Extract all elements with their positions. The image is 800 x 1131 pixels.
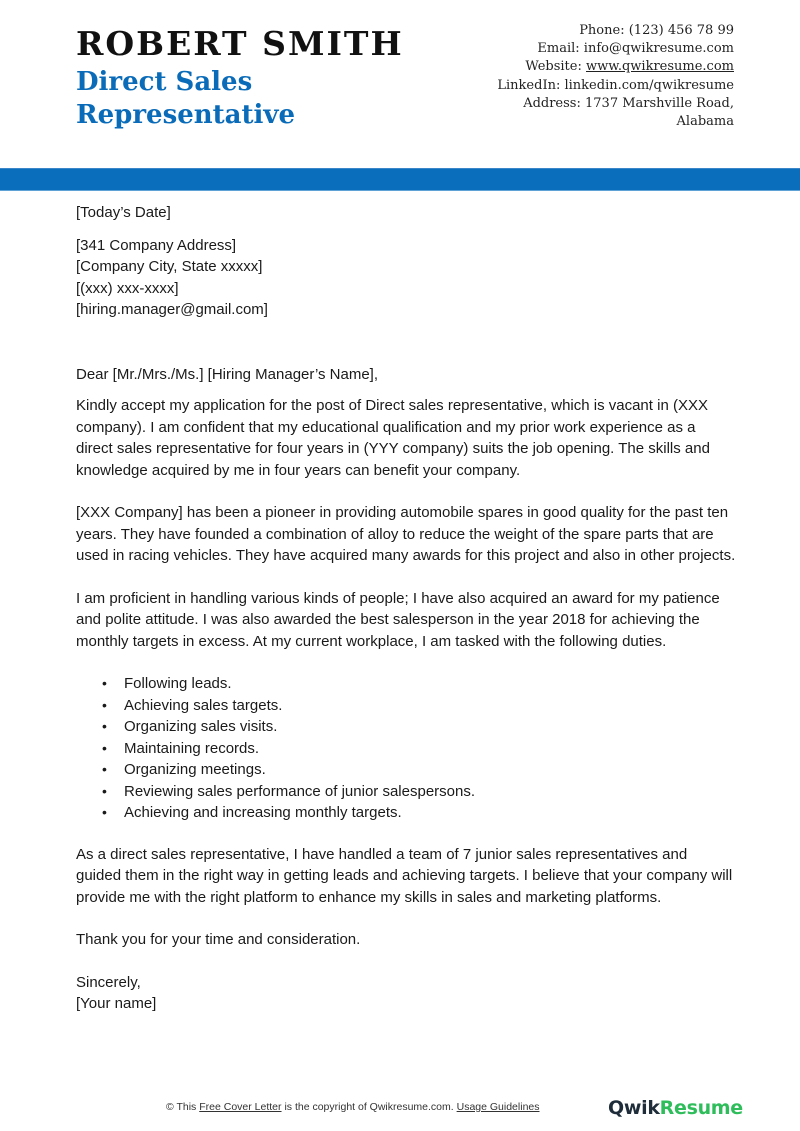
logo-qwik: Qwik <box>608 1097 660 1119</box>
contact-email: Email: info@qwikresume.com <box>537 41 734 57</box>
contact-website: Website: www.qwikresume.com <box>525 59 734 75</box>
header-divider-band <box>0 168 800 191</box>
free-cover-letter-link[interactable]: Free Cover Letter <box>199 1101 282 1113</box>
paragraph-experience: As a direct sales representative, I have handled a team of 7 junior sales representatives and guided them in the right way in getting leads and achieving targets. I believe that your company will provide me with the right platform to enhance my skills in sales and marketing platforms. <box>76 845 733 906</box>
list-item: • Achieving and increasing monthly targets. <box>124 802 736 824</box>
contact-address: Address: 1737 Marshville Road, <box>523 95 734 111</box>
list-item: • Reviewing sales performance of junior salespersons. <box>124 781 736 803</box>
applicant-name: ROBERT SMITH <box>76 24 404 63</box>
logo-resume: Resume <box>659 1097 743 1119</box>
contact-linkedin: LinkedIn: linkedin.com/qwikresume <box>497 77 734 93</box>
linkedin-value: linkedin.com/qwikresume <box>564 77 734 93</box>
phone-value: (123) 456 78 99 <box>628 23 734 38</box>
duties-list <box>76 673 736 824</box>
list-item: • Organizing meetings. <box>124 759 736 781</box>
salutation: Dear [Mr./Mrs./Ms.] [Hiring Manager’s Name], <box>76 365 379 383</box>
signature: [Your name] <box>76 995 157 1012</box>
page-footer <box>0 1097 800 1121</box>
list-item: • Organizing sales visits. <box>124 716 736 738</box>
recipient-phone: [(xxx) xxx-xxxx] <box>76 279 179 297</box>
paragraph-company: [XXX Company] has been a pioneer in providing automobile spares in good quality for the past ten years. They have founded a combination of alloy to reduce the weight of the spare parts that are used in racing vehicles. They have acquired many awards for this project and also in other projects. <box>76 504 736 564</box>
email-value: info@qwikresume.com <box>583 41 734 57</box>
contact-block <box>497 22 734 131</box>
usage-guidelines-link[interactable]: Usage Guidelines <box>456 1101 540 1113</box>
job-title: Direct Sales Representative <box>76 67 296 130</box>
resume-header <box>0 0 800 168</box>
paragraph-intro: Kindly accept my application for the post of Direct sales representative, which is vacant in (XXX company). I am confident that my educational qualification and my prior work experience as a direct sales representative for four years in (YYY company) suits the job opening. The skills and knowledge acquired by me in four years can benefit your company. <box>76 397 710 479</box>
paragraph-skills: I am proficient in handling various kinds of people; I have also acquired an award for my patience and polite attitude. I was also awarded the best salesperson in the year 2018 for achieving the monthly targets in excess. At my current workplace, I am tasked with the following duties. <box>76 589 720 650</box>
address-line1: 1737 Marshville Road, <box>585 95 734 111</box>
recipient-city: [Company City, State xxxxx] <box>76 258 263 275</box>
signoff: Sincerely, <box>76 973 141 991</box>
contact-address-line2: Alabama <box>676 114 734 130</box>
list-item: • Following leads. <box>124 673 736 695</box>
letter-body <box>76 202 736 1015</box>
contact-phone: Phone: (123) 456 78 99 <box>579 23 734 38</box>
recipient-address: [341 Company Address] <box>76 236 237 254</box>
letter-date: [Today’s Date] <box>76 204 171 221</box>
recipient-block <box>76 235 736 321</box>
website-link[interactable]: www.qwikresume.com <box>586 59 734 75</box>
list-item: • Maintaining records. <box>124 738 736 760</box>
qwikresume-logo[interactable] <box>608 1097 743 1119</box>
recipient-email: [hiring.manager@gmail.com] <box>76 301 268 318</box>
closing-line: Thank you for your time and consideration. <box>76 931 361 948</box>
copyright-notice: © This Free Cover Letter is the copyright of Qwikresume.com. Usage Guidelines <box>166 1101 540 1113</box>
list-item: • Achieving sales targets. <box>124 695 736 717</box>
